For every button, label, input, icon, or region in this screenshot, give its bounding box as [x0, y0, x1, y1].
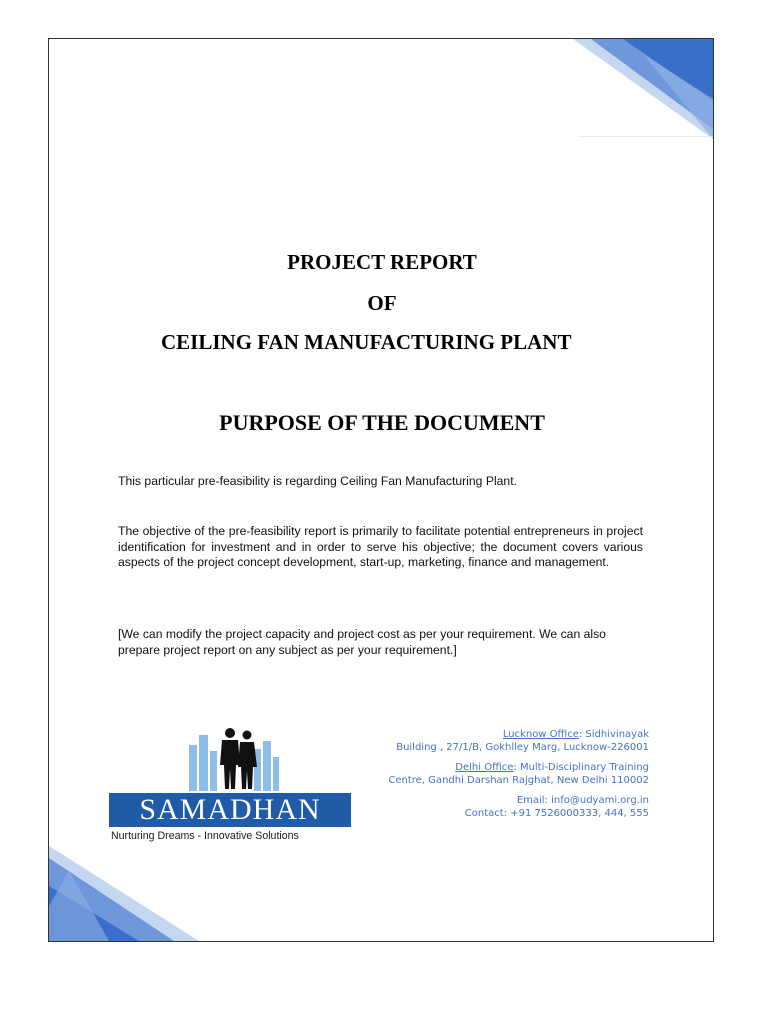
logo-tagline: Nurturing Dreams - Innovative Solutions — [111, 830, 299, 842]
phone-text: Contact: +91 7526000333, 444, 555 — [464, 807, 649, 819]
report-title: PROJECT REPORT — [287, 250, 477, 274]
report-title-of: OF — [367, 291, 397, 315]
email-text[interactable]: Email: info@udyami.org.in — [516, 795, 649, 806]
samadhan-logo-graphic — [109, 727, 354, 845]
corner-decoration-top-right — [573, 39, 713, 139]
intro-paragraph: This particular pre-feasibility is regarding Ceiling Fan Manufacturing Plant. — [118, 474, 517, 488]
objective-paragraph: The objective of the pre-feasibility report is primarily to facilitate potential entrepreneurs in project identification for investment and in order to serve his objective; the document covers various aspects of the project concept development, start-up, marketing, finance and management. — [118, 524, 643, 569]
lucknow-address: Building , 27/1/B, Gokhlley Marg, Lucknow-226001 — [396, 741, 649, 753]
note-paragraph: [We can modify the project capacity and project cost as per your requirement. We can also prepare project report on any subject as per your requirement.] — [118, 627, 606, 657]
document-page — [48, 38, 714, 942]
logo-wordmark: SAMADHAN — [109, 793, 351, 827]
section-heading: PURPOSE OF THE DOCUMENT — [219, 410, 545, 435]
delhi-address-start: : Multi-Disciplinary Training — [513, 762, 649, 773]
delhi-office-link[interactable]: Delhi Office — [455, 762, 514, 773]
delhi-address: Centre, Gandhi Darshan Rajghat, New Delhi 110002 — [388, 774, 649, 786]
report-subject: CEILING FAN MANUFACTURING PLANT — [161, 330, 572, 354]
contact-block — [349, 729, 649, 828]
corner-decoration-bottom-left — [49, 846, 199, 941]
corner-accent-line — [578, 136, 713, 137]
lucknow-address-start: : Sidhivinayak — [578, 729, 649, 740]
lucknow-office-link[interactable]: Lucknow Office — [502, 729, 579, 740]
